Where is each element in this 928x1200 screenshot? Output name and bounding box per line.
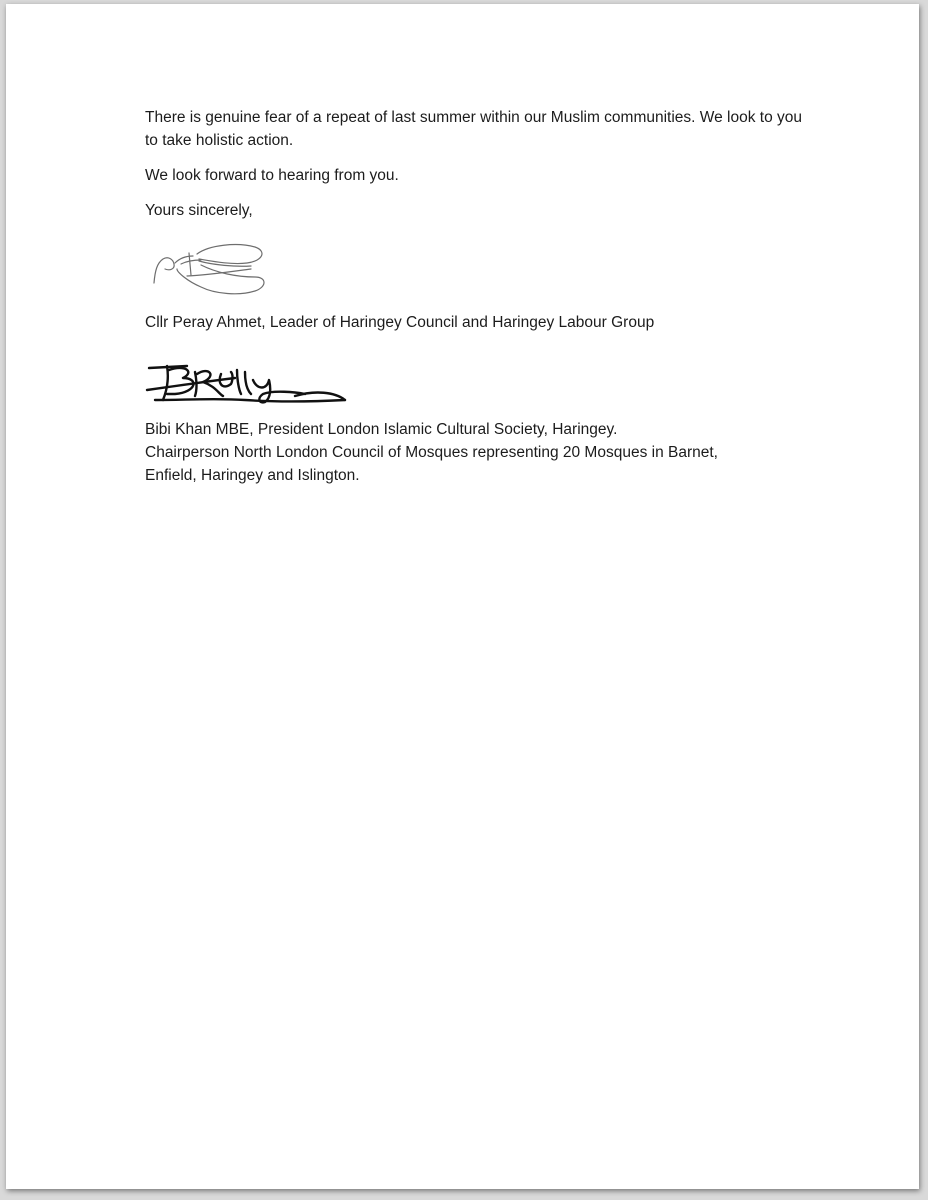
signatory-2-line-2: Chairperson North London Council of Mosques representing 20 Mosques in Barnet, bbox=[145, 444, 718, 461]
signatory-2-block bbox=[145, 418, 805, 487]
signature-2-image bbox=[145, 360, 350, 408]
closing-paragraph: There is genuine fear of a repeat of last summer within our Muslim communities. We look to you to take holistic action. bbox=[145, 109, 803, 149]
signatory-1-name: Cllr Peray Ahmet, Leader of Haringey Council and Haringey Labour Group bbox=[145, 314, 655, 331]
signature-1-image bbox=[151, 241, 271, 297]
signatory-2-line-3: Enfield, Haringey and Islington. bbox=[145, 467, 360, 484]
follow-up-line: We look forward to hearing from you. bbox=[145, 167, 399, 184]
signatory-2-line-1: Bibi Khan MBE, President London Islamic Cultural Society, Haringey. bbox=[145, 421, 618, 438]
valediction: Yours sincerely, bbox=[145, 202, 253, 219]
letter-body bbox=[145, 106, 805, 487]
document-page bbox=[6, 4, 919, 1189]
